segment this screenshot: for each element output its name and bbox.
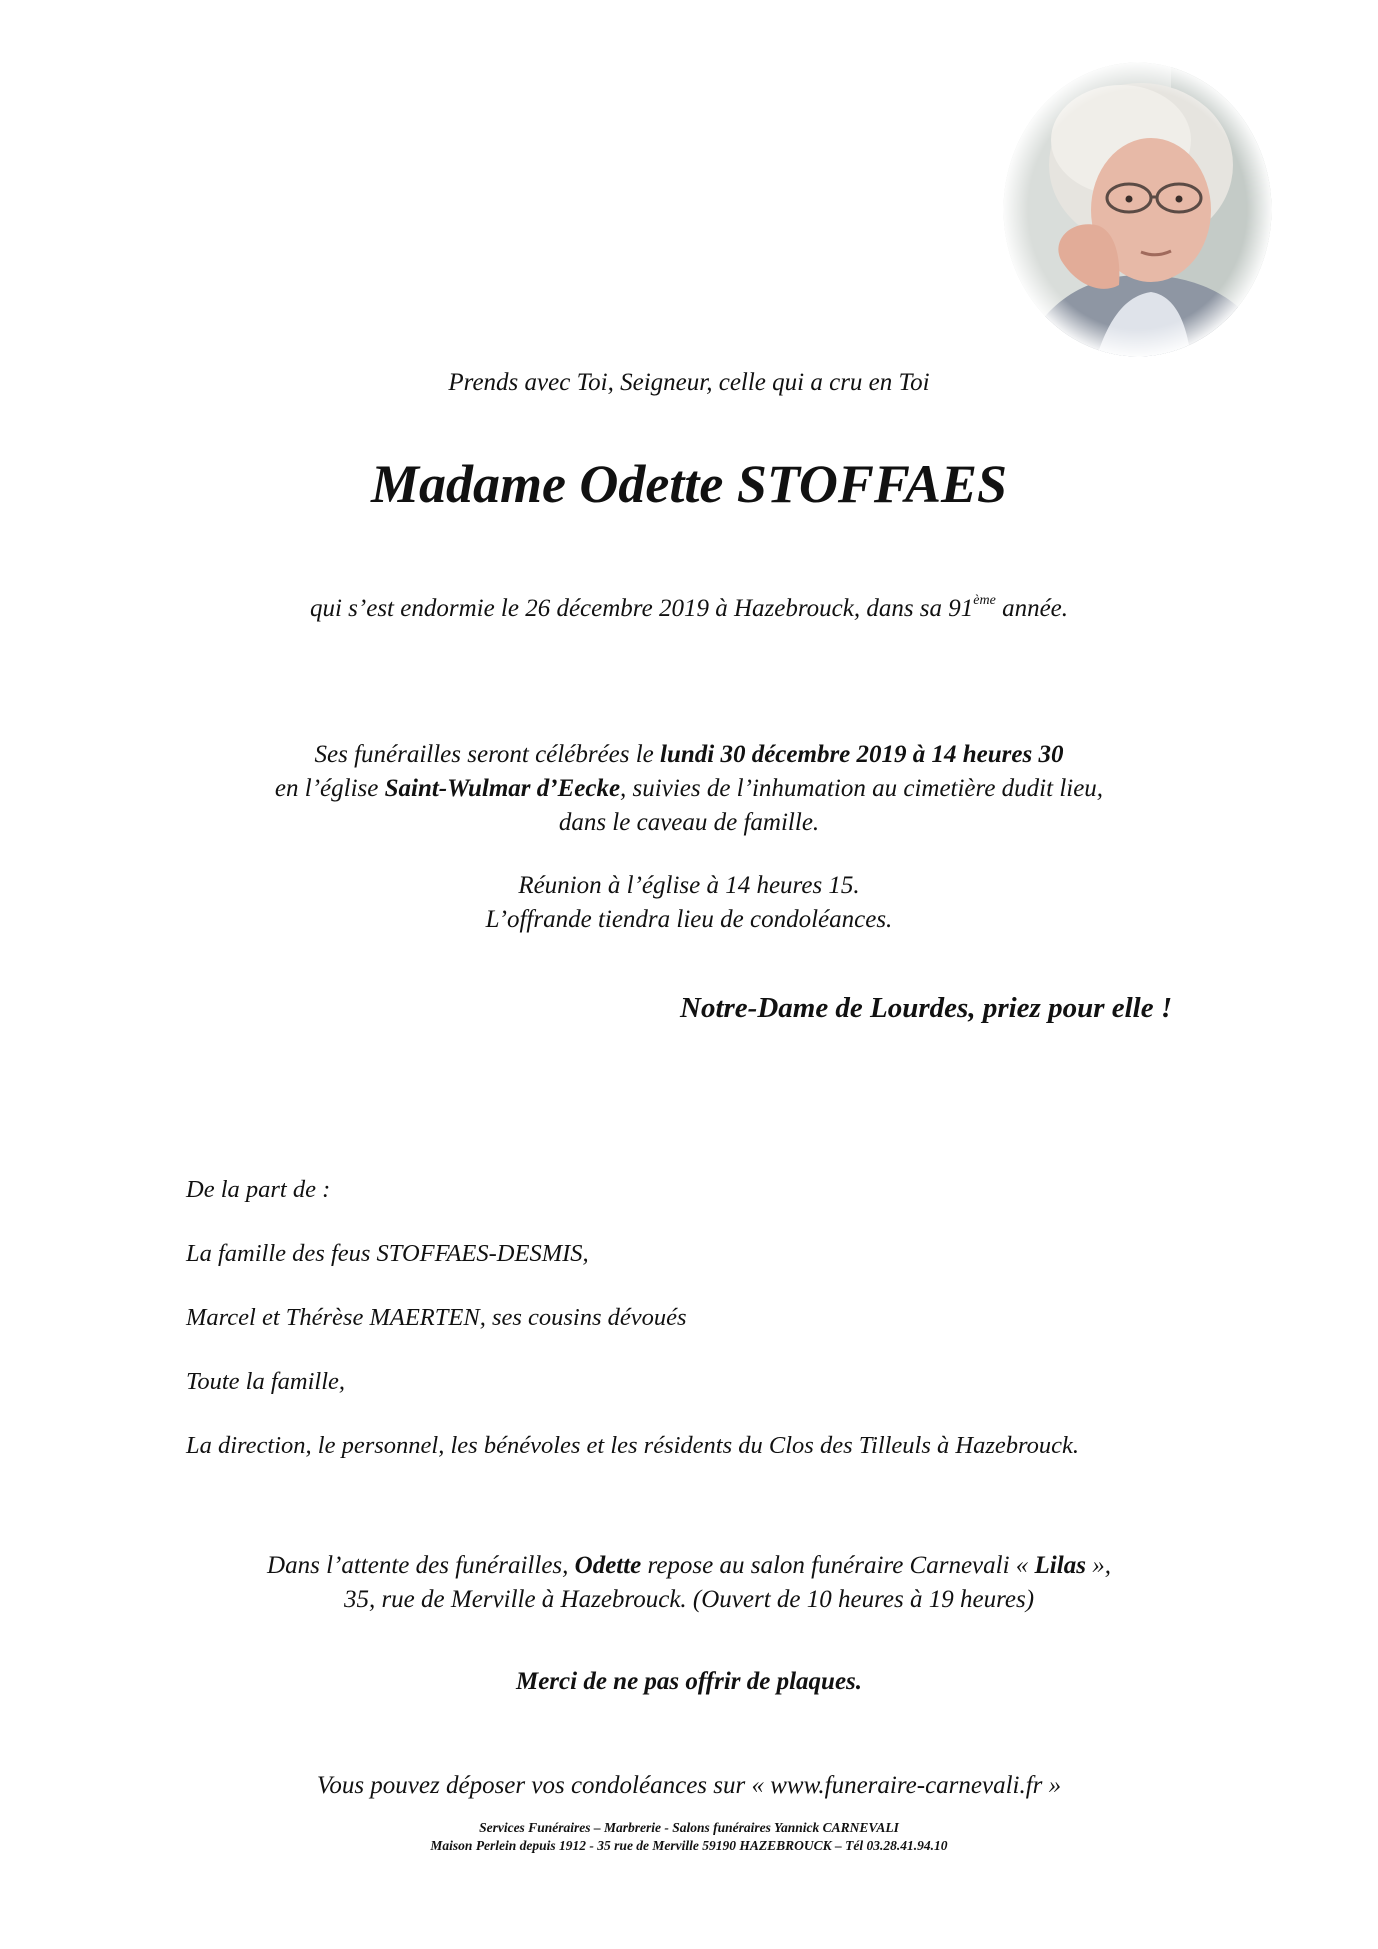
funeral-details	[0, 738, 1378, 840]
rest-line-2: 35, rue de Merville à Hazebrouck. (Ouvert de 10 heures à 19 heures)	[343, 1586, 1035, 1613]
epigraph: Prends avec Toi, Seigneur, celle qui a cru en Toi	[448, 369, 930, 396]
footer	[0, 1819, 1378, 1855]
salon-name: Lilas	[1034, 1552, 1086, 1579]
from-entry: Marcel et Thérèse MAERTEN, ses cousins dévoués	[186, 1304, 687, 1331]
rest-info	[0, 1549, 1378, 1617]
meeting-line-1: Réunion à l’église à 14 heures 15.	[518, 872, 860, 899]
no-plaques-notice: Merci de ne pas offrir de plaques.	[515, 1668, 863, 1695]
funeral-line-3: dans le caveau de famille.	[558, 809, 820, 836]
condolences-notice: Vous pouvez déposer vos condoléances sur « www.funeraire-carnevali.fr »	[316, 1772, 1062, 1799]
first-name: Odette	[574, 1552, 642, 1579]
funeral-line-2	[0, 772, 1378, 806]
deceased-name: Madame Odette STOFFAES	[370, 454, 1008, 514]
rest-line-1	[0, 1549, 1378, 1583]
rest-intro: Dans l’attente des funérailles,	[267, 1552, 575, 1579]
funeral-date: lundi 30 décembre 2019 à 14 heures 30	[660, 741, 1064, 768]
death-text-end: année.	[995, 595, 1069, 622]
from-entry: Toute la famille,	[186, 1368, 346, 1395]
death-text: qui s’est endormie le 26 décembre 2019 à Hazebrouck, dans sa 91	[309, 595, 974, 622]
footer-line-2: Maison Perlein depuis 1912 - 35 rue de Merville 59190 HAZEBROUCK – Tél 03.28.41.94.10	[430, 1838, 948, 1853]
funeral-intro: Ses funérailles seront célébrées le	[314, 741, 661, 768]
meeting-line-2: L’offrande tiendra lieu de condoléances.	[485, 906, 893, 933]
salon-close: »,	[1085, 1552, 1111, 1579]
church-name: Saint-Wulmar d’Eecke	[384, 775, 621, 802]
church-intro: en l’église	[274, 775, 385, 802]
burial-info: , suivies de l’inhumation au cimetière dudit lieu,	[620, 775, 1104, 802]
footer-line-1: Services Funéraires – Marbrerie - Salons funéraires Yannick CARNEVALI	[479, 1820, 899, 1835]
from-heading: De la part de :	[186, 1176, 331, 1203]
portrait-photo	[1001, 60, 1274, 359]
prayer-line: Notre-Dame de Lourdes, priez pour elle !	[680, 992, 1173, 1024]
death-notice	[0, 592, 1378, 626]
from-entry: La direction, le personnel, les bénévoles et les résidents du Clos des Tilleuls à Hazebrouck.	[186, 1432, 1079, 1459]
from-entry: La famille des feus STOFFAES-DESMIS,	[186, 1240, 589, 1267]
meeting-info	[0, 869, 1378, 937]
funeral-line-1	[0, 738, 1378, 772]
ordinal-suffix: ème	[973, 593, 996, 608]
salon-intro: repose au salon funéraire Carnevali «	[641, 1552, 1035, 1579]
